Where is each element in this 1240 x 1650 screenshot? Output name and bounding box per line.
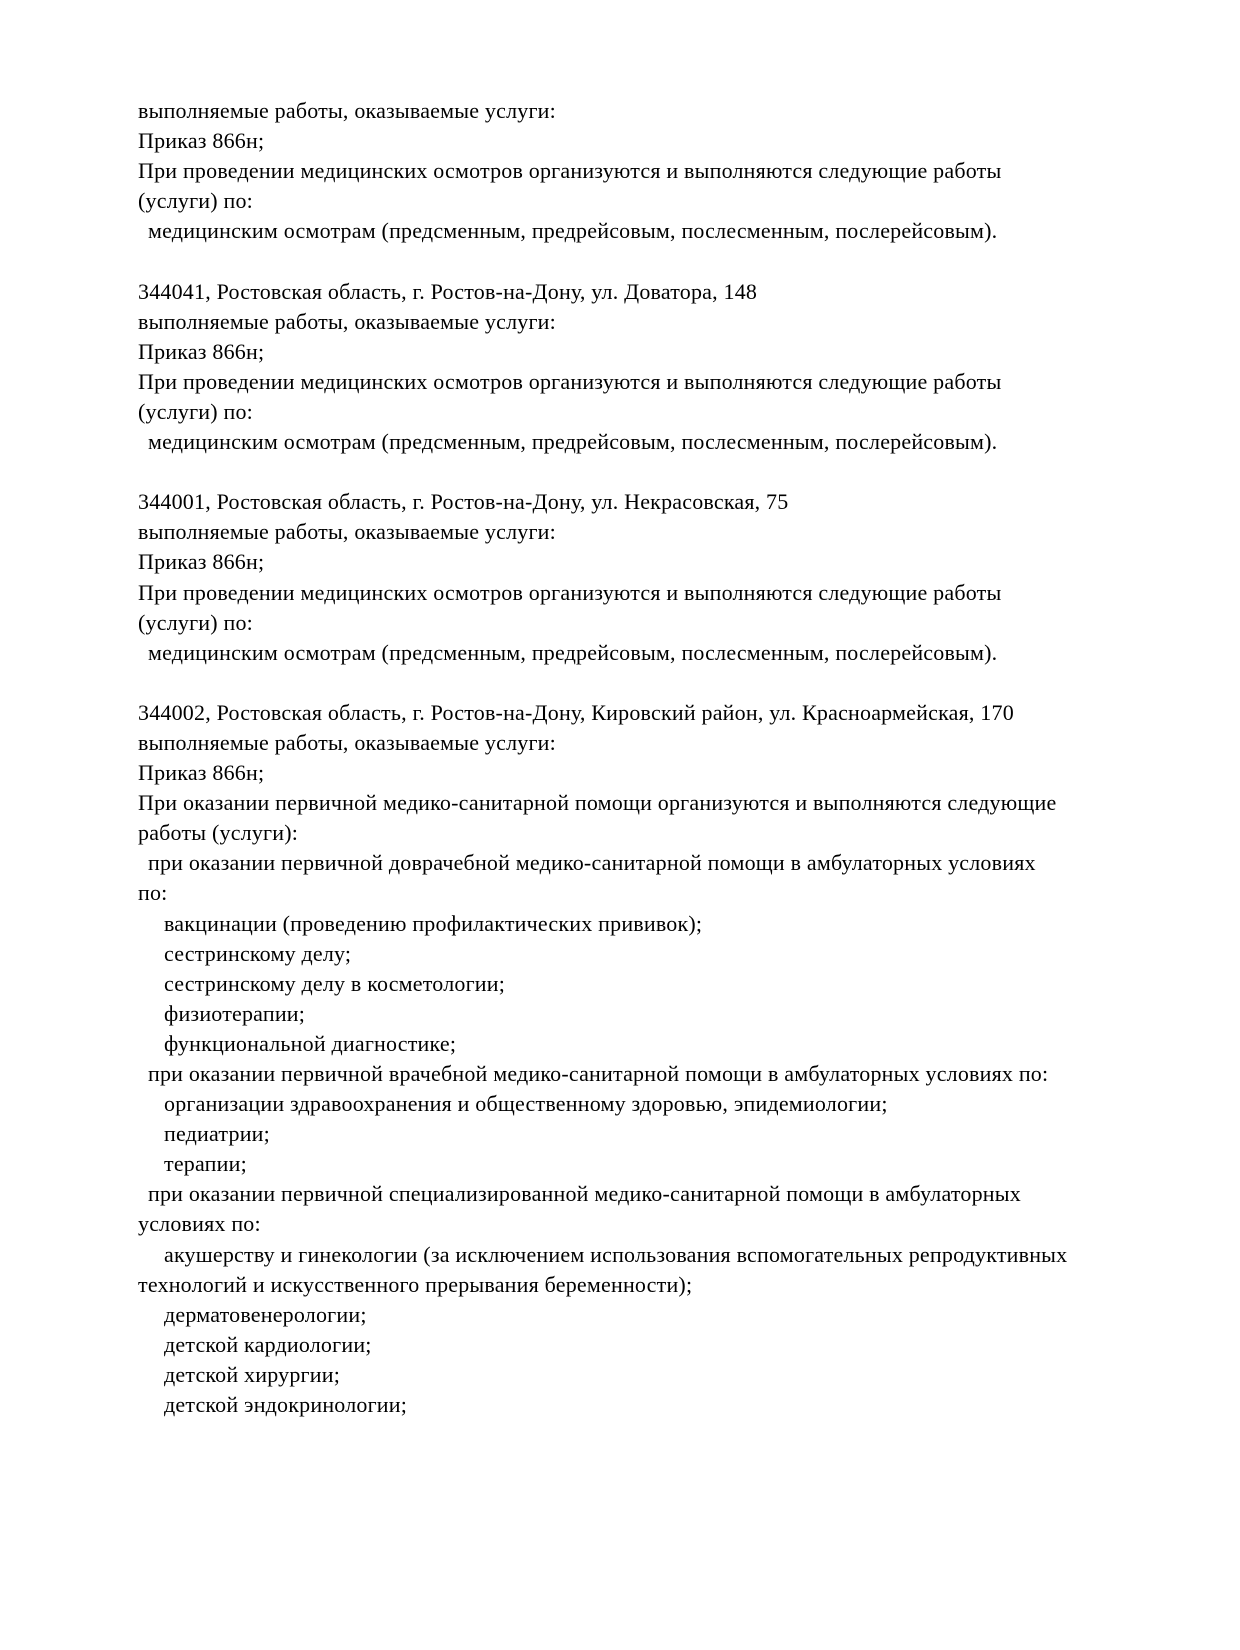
- text-line: медицинским осмотрам (предсменным, предрейсовым, послесменным, послерейсовым).: [148, 218, 998, 244]
- text-line: При проведении медицинских осмотров организуются и выполняются следующие работы: [138, 368, 1002, 394]
- text-line: 344002, Ростовская область, г. Ростов-на-Дону, Кировский район, ул. Красноармейская, 170: [138, 699, 1014, 725]
- text-line: организации здравоохранения и общественному здоровью, эпидемиологии;: [164, 1091, 888, 1117]
- text-line: по:: [138, 880, 168, 906]
- text-line: работы (услуги):: [138, 820, 299, 846]
- text-line: детской хирургии;: [164, 1361, 341, 1387]
- text-line: выполняемые работы, оказываемые услуги:: [138, 729, 556, 755]
- block-continuation: [138, 96, 1128, 246]
- text-line: выполняемые работы, оказываемые услуги:: [138, 98, 556, 123]
- block-address-344002: [138, 698, 1128, 1420]
- text-line: (услуги) по:: [138, 188, 253, 214]
- text-line: медицинским осмотрам (предсменным, предрейсовым, послесменным, послерейсовым).: [148, 429, 998, 455]
- text-line: педиатрии;: [164, 1121, 270, 1147]
- text-line: терапии;: [164, 1151, 247, 1177]
- text-line: физиотерапии;: [164, 1000, 306, 1026]
- text-line: вакцинации (проведению профилактических прививок);: [164, 910, 703, 936]
- text-line: при оказании первичной доврачебной медико-санитарной помощи в амбулаторных условиях: [148, 850, 1036, 876]
- text-line: Приказ 866н;: [138, 760, 265, 786]
- text-line: (услуги) по:: [138, 609, 253, 635]
- text-line: Приказ 866н;: [138, 128, 265, 154]
- text-line: выполняемые работы, оказываемые услуги:: [138, 308, 556, 334]
- text-line: медицинским осмотрам (предсменным, предрейсовым, послесменным, послерейсовым).: [148, 639, 998, 665]
- text-line: При проведении медицинских осмотров организуются и выполняются следующие работы: [138, 579, 1002, 605]
- text-line: дерматовенерологии;: [164, 1301, 367, 1327]
- text-line: (услуги) по:: [138, 398, 253, 424]
- text-line: при оказании первичной специализированной медико-санитарной помощи в амбулаторных: [148, 1181, 1021, 1207]
- text-line: сестринскому делу в косметологии;: [164, 970, 506, 996]
- text-line: 344001, Ростовская область, г. Ростов-на-Дону, ул. Некрасовская, 75: [138, 489, 789, 515]
- text-line: Приказ 866н;: [138, 338, 265, 364]
- text-line: при оказании первичной врачебной медико-санитарной помощи в амбулаторных условиях по:: [148, 1061, 1049, 1086]
- block-address-344041: [138, 277, 1128, 458]
- text-line: При оказании первичной медико-санитарной помощи организуются и выполняются следующие: [138, 790, 1057, 816]
- text-line: 344041, Ростовская область, г. Ростов-на-Дону, ул. Доватора, 148: [138, 278, 758, 304]
- block-address-344001: [138, 487, 1128, 668]
- text-line: детской эндокринологии;: [164, 1392, 408, 1418]
- text-line: Приказ 866н;: [138, 549, 265, 575]
- text-line: детской кардиологии;: [164, 1331, 372, 1357]
- text-line: функциональной диагностике;: [164, 1030, 457, 1056]
- text-line: технологий и искусственного прерывания беременности);: [138, 1271, 693, 1297]
- text-line: выполняемые работы, оказываемые услуги:: [138, 519, 556, 545]
- text-line: акушерству и гинекологии (за исключением использования вспомогательных репродуктивных: [164, 1241, 1068, 1267]
- text-line: При проведении медицинских осмотров организуются и выполняются следующие работы: [138, 158, 1002, 184]
- text-line: условиях по:: [138, 1211, 261, 1237]
- document-content: [138, 96, 1128, 1420]
- text-line: сестринскому делу;: [164, 940, 352, 966]
